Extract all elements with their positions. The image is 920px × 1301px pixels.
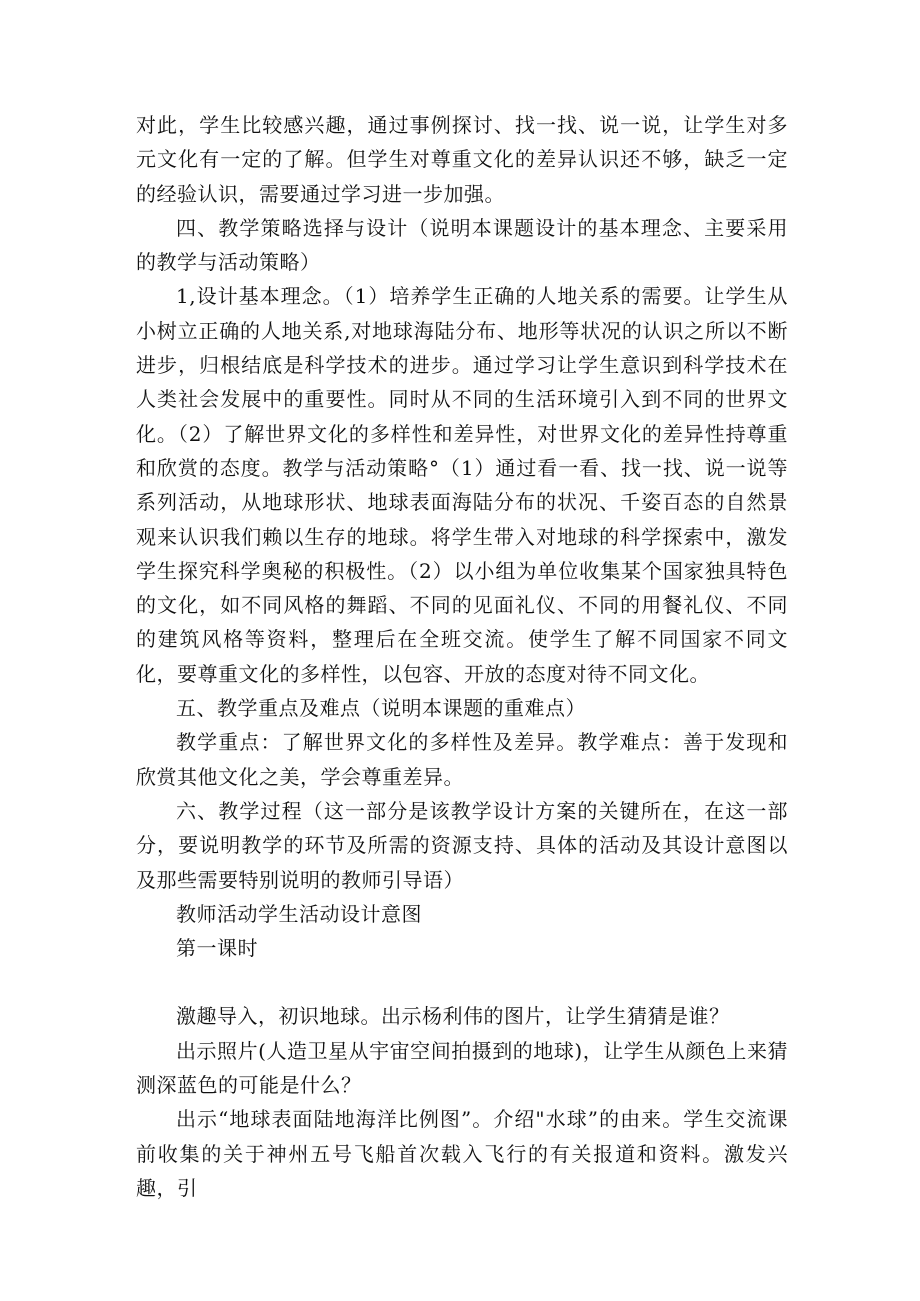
table-header-line: 教师活动学生活动设计意图 — [176, 901, 422, 926]
paragraph-design-concept: 1,设计基本理念。（1）培养学生正确的人地关系的需要。让学生从小树立正确的人地关系,对地球海陆分布、地形等状况的认识之所以不断进步，归根结底是科学技术的进步。通过学习让学生意识到科学技术在人类社会发展中的重要性。同时从不同的生活环境引入到不同的世界文化。（2）了解世界文化的多样性和差异性，对世界文化的差异性持尊重和欣赏的态度。教学与活动策略°（1）通过看一看、找一找、说一说等系列活动，从地球形状、地球表面海陆分布的状况、千姿百态的自然景观来认识我们赖以生存的地球。将学生带入对地球的科学探索中，激发学生探究科学奥秘的积极性。（2）以小组为单位收集某个国家独具特色的文化，如不同风格的舞蹈、不同的见面礼仪、不同的用餐礼仪、不同的建筑风格等资料，整理后在全班交流。使学生了解不同国家不同文化，要尊重文化的多样性，以包容、开放的态度对待不同文化。 — [136, 284, 788, 686]
paragraph-intro: 对此，学生比较感兴趣，通过事例探讨、找一找、说一说，让学生对多元文化有一定的了解。但学生对尊重文化的差异认识还不够，缺乏一定的经验认识，需要通过学习进一步加强。 — [136, 113, 788, 206]
blank-line — [136, 965, 788, 999]
paragraph-key-points: 教学重点：了解世界文化的多样性及差异。教学难点：善于发现和欣赏其他文化之美，学会尊重差异。 — [136, 730, 788, 789]
paragraph-photo-activity: 出示照片(人造卫星从宇宙空间拍摄到的地球)，让学生从颜色上来猜测深蓝色的可能是什么？ — [136, 1038, 788, 1098]
body-text — [136, 108, 788, 1205]
heading-teaching-strategy: 四、教学策略选择与设计（说明本课题设计的基本理念、主要采用的教学与活动策略） — [136, 215, 788, 275]
lesson-label: 第一课时 — [176, 936, 258, 961]
heading-key-points: 五、教学重点及难点（说明本课题的重难点） — [176, 696, 586, 721]
paragraph-ratio-map-activity: 出示“地球表面陆地海洋比例图”。介绍"水球”的由来。学生交流课前收集的关于神州五号飞船首次载入飞行的有关报道和资料。激发兴趣，引 — [136, 1107, 788, 1200]
paragraph-intro-activity: 激趣导入，初识地球。出示杨利伟的图片，让学生猜猜是谁？ — [176, 1004, 730, 1029]
heading-teaching-process: 六、教学过程（这一部分是该教学设计方案的关键所在，在这一部分，要说明教学的环节及所需的资源支持、具体的活动及其设计意图以及那些需要特别说明的教师引导语） — [136, 798, 788, 892]
